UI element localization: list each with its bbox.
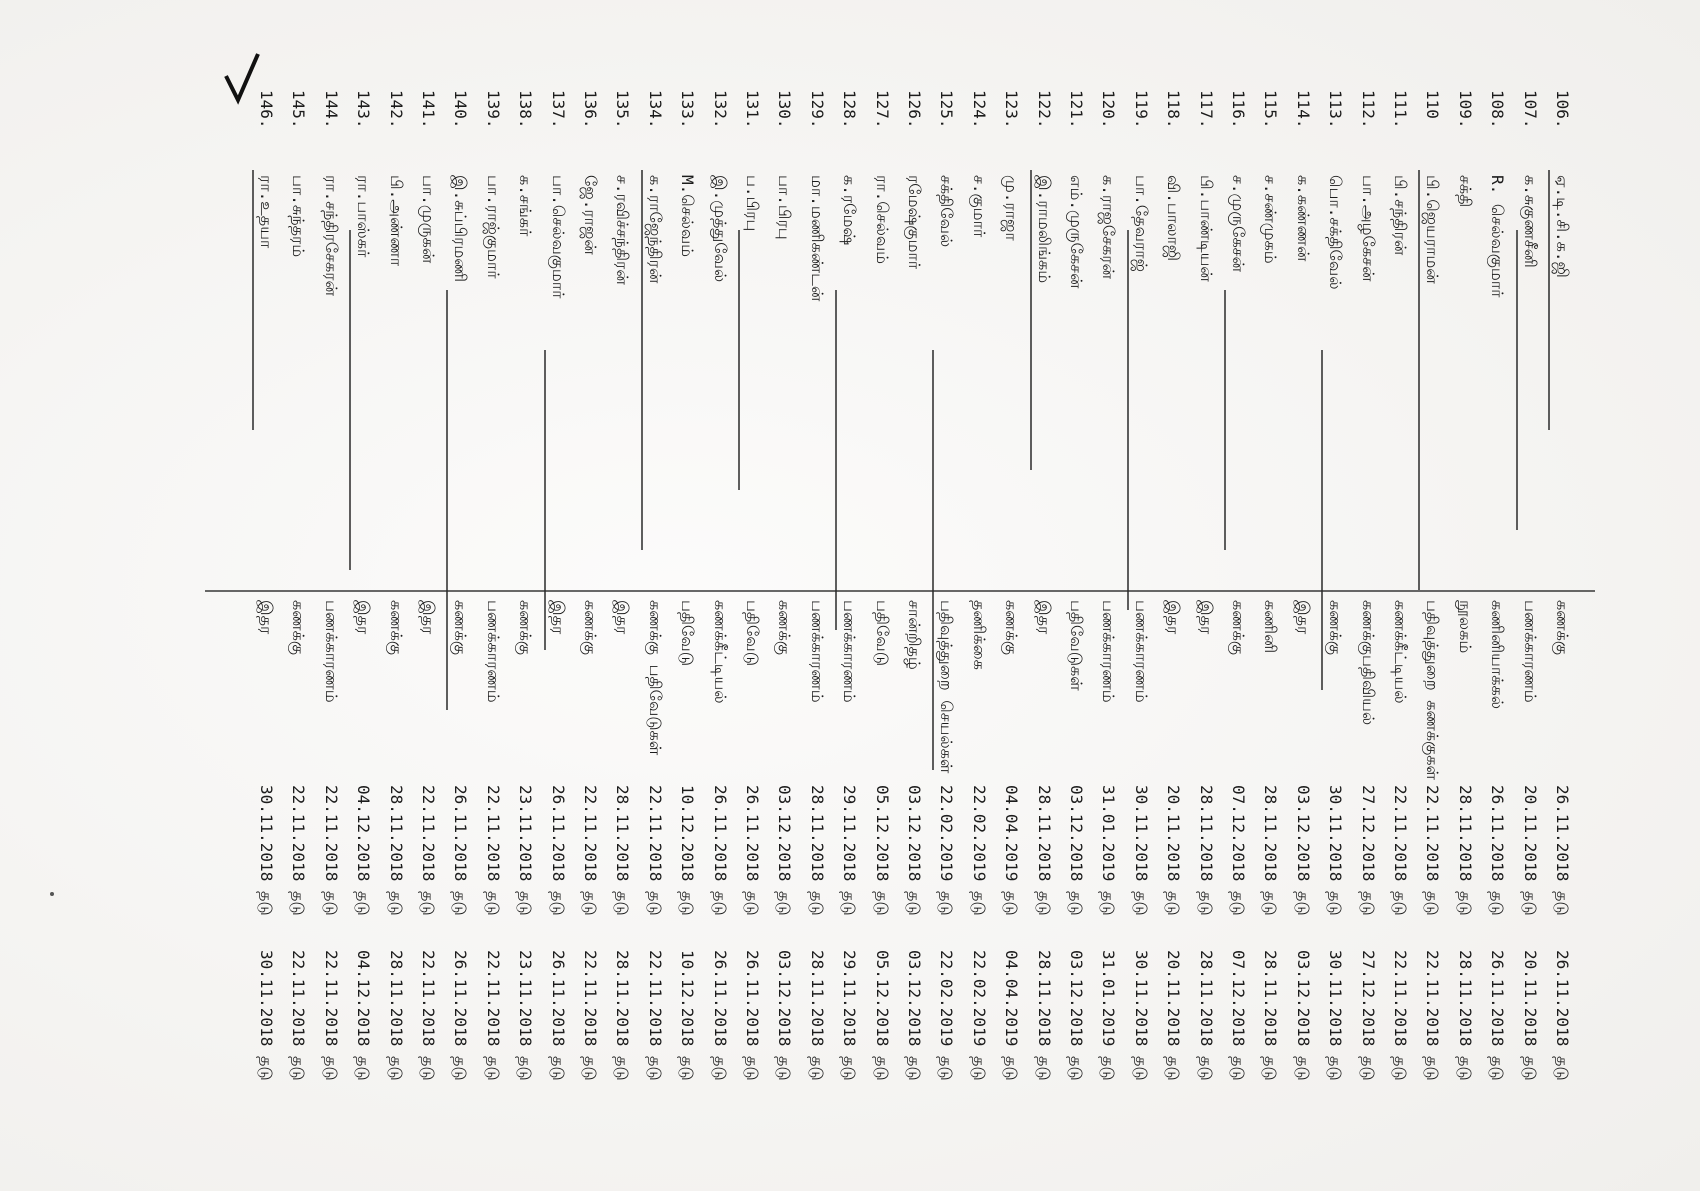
work-type: கணக்கு bbox=[775, 600, 795, 655]
date-returned: 22.11.2018 தடு bbox=[321, 950, 341, 1081]
work-type: கணக்கீட்டியல் bbox=[710, 600, 730, 704]
row-number: 126. bbox=[905, 90, 924, 129]
row-divider bbox=[1030, 170, 1032, 470]
person-name: க.சங்கர் bbox=[516, 175, 536, 237]
date-issued: 28.11.2018 தடு bbox=[1196, 785, 1216, 916]
table-row bbox=[835, 0, 867, 1191]
table-row bbox=[544, 0, 576, 1191]
table-row bbox=[1224, 0, 1256, 1191]
person-name: க.சுகுணசீனி bbox=[1520, 175, 1540, 268]
row-number: 138. bbox=[516, 90, 536, 129]
work-type: பணக்காரணம் bbox=[1131, 600, 1151, 703]
date-issued: 03.12.2018 தடு bbox=[905, 785, 924, 916]
person-name: பா.அழகேசன் bbox=[1358, 175, 1378, 282]
work-type: இதர bbox=[257, 600, 276, 635]
person-name: R. செல்வகுமார் bbox=[1488, 175, 1508, 298]
table-row bbox=[511, 0, 543, 1191]
date-returned: 31.01.2019 தடு bbox=[1099, 950, 1119, 1081]
person-name: பா.தேவராஜ் bbox=[1131, 175, 1151, 272]
column-divider bbox=[205, 590, 1595, 592]
table-row bbox=[1289, 0, 1321, 1191]
table-row bbox=[673, 0, 705, 1191]
table-row bbox=[1094, 0, 1126, 1191]
row-number: 114. bbox=[1293, 90, 1313, 129]
work-type: இதர bbox=[1034, 600, 1054, 635]
person-name: இ.முத்துவேல் bbox=[710, 175, 730, 283]
work-type: இதர bbox=[1164, 600, 1184, 635]
date-returned: 20.11.2018 தடு bbox=[1520, 950, 1540, 1081]
row-number: 109. bbox=[1455, 90, 1475, 129]
date-issued: 22.11.2018 தடு bbox=[581, 785, 600, 916]
person-name: பா.சுந்தரம் bbox=[289, 175, 309, 258]
row-number: 118. bbox=[1164, 90, 1184, 129]
row-number: 122. bbox=[1034, 90, 1054, 129]
row-number: 110 bbox=[1423, 90, 1443, 119]
row-number: 117. bbox=[1196, 90, 1216, 129]
person-name: ரா.செல்வம் bbox=[872, 175, 892, 265]
date-issued: 20.11.2018 தடு bbox=[1164, 785, 1184, 916]
date-returned: 28.11.2018 தடு bbox=[1196, 950, 1216, 1081]
row-number: 127. bbox=[872, 90, 892, 129]
date-returned: 04.04.2019 தடு bbox=[1002, 950, 1022, 1081]
row-number: 130. bbox=[775, 90, 795, 129]
date-issued: 03.12.2018 தடு bbox=[1067, 785, 1086, 916]
rotated-register-table bbox=[175, 0, 1615, 1191]
table-row bbox=[965, 0, 997, 1191]
row-number: 112. bbox=[1358, 90, 1378, 129]
date-returned: 22.11.2018 தடு bbox=[419, 950, 438, 1081]
row-number: 145. bbox=[289, 90, 309, 129]
date-returned: 26.11.2018 தடு bbox=[451, 950, 471, 1081]
person-name: இ.சுப்பிரமணி bbox=[451, 175, 471, 283]
date-returned: 22.02.2019 தடு bbox=[937, 950, 957, 1081]
person-name: க.ரமேஷ் bbox=[840, 175, 860, 246]
table-row bbox=[608, 0, 640, 1191]
date-issued: 22.11.2018 தடு bbox=[1423, 785, 1443, 916]
row-divider bbox=[252, 170, 254, 430]
date-returned: 28.11.2018 தடு bbox=[1261, 950, 1281, 1081]
person-name: பி.ஜெயராமன் bbox=[1423, 175, 1443, 284]
date-issued: 04.04.2019 தடு bbox=[1002, 785, 1022, 916]
check-mark-icon bbox=[222, 48, 262, 108]
work-type: தணிக்கை bbox=[969, 600, 989, 670]
date-issued: 22.02.2019 தடு bbox=[937, 785, 957, 916]
table-row bbox=[803, 0, 835, 1191]
work-type: கணக்கீட்டியல் bbox=[1391, 600, 1410, 704]
date-returned: 22.11.2018 தடு bbox=[1391, 950, 1410, 1081]
table-row bbox=[284, 0, 316, 1191]
date-issued: 30.11.2018 தடு bbox=[257, 785, 276, 916]
table-row bbox=[868, 0, 900, 1191]
work-type: கணக்குபதிவியல் bbox=[1358, 600, 1378, 726]
row-number: 128. bbox=[840, 90, 860, 129]
person-name: பா.ராஜ்குமார் bbox=[483, 175, 503, 279]
person-name: ரா.சந்திரசேகரன் bbox=[321, 175, 341, 296]
row-number: 123. bbox=[1002, 90, 1022, 129]
row-number: 129. bbox=[807, 90, 827, 129]
date-issued: 26.11.2018 தடு bbox=[1488, 785, 1508, 916]
row-divider bbox=[641, 170, 643, 550]
person-name: பி.அண்ணா bbox=[386, 175, 406, 267]
date-returned: 23.11.2018 தடு bbox=[516, 950, 536, 1081]
person-name: பா.செல்வகுமார் bbox=[548, 175, 568, 299]
table-row bbox=[1256, 0, 1288, 1191]
table-row bbox=[1483, 0, 1515, 1191]
person-name: ச.ரவிச்சந்திரன் bbox=[613, 175, 633, 285]
date-issued: 22.11.2018 தடு bbox=[321, 785, 341, 916]
date-returned: 26.11.2018 தடு bbox=[548, 950, 568, 1081]
date-issued: 22.11.2018 தடு bbox=[645, 785, 665, 916]
date-issued: 28.11.2018 தடு bbox=[386, 785, 406, 916]
row-number: 111. bbox=[1391, 90, 1410, 129]
row-divider bbox=[1516, 230, 1518, 530]
date-issued: 28.11.2018 தடு bbox=[807, 785, 827, 916]
row-number: 140. bbox=[451, 90, 471, 129]
person-name: பொ.சக்திவேல் bbox=[1326, 175, 1346, 290]
person-name: பி.சந்திரன் bbox=[1391, 175, 1410, 256]
row-divider bbox=[1127, 230, 1129, 610]
table-row bbox=[1062, 0, 1094, 1191]
person-name: ச.சண்முகம் bbox=[1261, 175, 1281, 264]
row-number: 108. bbox=[1488, 90, 1508, 129]
table-row bbox=[770, 0, 802, 1191]
person-name: M.செல்வம் bbox=[678, 175, 698, 258]
row-number: 143. bbox=[354, 90, 374, 129]
date-issued: 03.12.2018 தடு bbox=[775, 785, 795, 916]
row-number: 134. bbox=[645, 90, 665, 129]
date-returned: 30.11.2018 தடு bbox=[257, 950, 276, 1081]
table-row bbox=[382, 0, 414, 1191]
person-name: ச.குமார் bbox=[969, 175, 989, 238]
row-divider bbox=[544, 350, 546, 650]
row-number: 119. bbox=[1131, 90, 1151, 129]
row-number: 141. bbox=[419, 90, 438, 129]
work-type: பதிவேடு bbox=[872, 600, 892, 666]
table-row bbox=[997, 0, 1029, 1191]
table-row bbox=[576, 0, 608, 1191]
row-number: 144. bbox=[321, 90, 341, 129]
date-returned: 03.12.2018 தடு bbox=[905, 950, 924, 1081]
work-type: கணக்கு bbox=[451, 600, 471, 655]
work-type: பதிவேடு bbox=[678, 600, 698, 666]
date-returned: 20.11.2018 தடு bbox=[1164, 950, 1184, 1081]
date-returned: 22.11.2018 தடு bbox=[581, 950, 600, 1081]
date-returned: 28.11.2018 தடு bbox=[1455, 950, 1475, 1081]
table-row bbox=[479, 0, 511, 1191]
date-returned: 26.11.2018 தடு bbox=[743, 950, 762, 1081]
table-row bbox=[641, 0, 673, 1191]
work-type: கணக்கு bbox=[386, 600, 406, 655]
date-issued: 28.11.2018 தடு bbox=[1261, 785, 1281, 916]
date-returned: 10.12.2018 தடு bbox=[678, 950, 698, 1081]
person-name: இ.ராமலிங்கம் bbox=[1034, 175, 1054, 284]
person-name: ரமேஷ்குமார் bbox=[905, 175, 924, 270]
date-issued: 22.11.2018 தடு bbox=[483, 785, 503, 916]
date-issued: 22.11.2018 தடு bbox=[289, 785, 309, 916]
table-row bbox=[1354, 0, 1386, 1191]
row-number: 116. bbox=[1229, 90, 1248, 129]
person-name: பா.முருகன் bbox=[419, 175, 438, 264]
person-name: மா.மணிகண்டன் bbox=[807, 175, 827, 302]
table-row bbox=[1127, 0, 1159, 1191]
date-returned: 26.11.2018 தடு bbox=[710, 950, 730, 1081]
date-returned: 22.11.2018 தடு bbox=[289, 950, 309, 1081]
row-number: 121. bbox=[1067, 90, 1086, 129]
work-type: இதர bbox=[613, 600, 633, 635]
work-type: கணக்கு bbox=[1326, 600, 1346, 655]
date-issued: 26.11.2018 தடு bbox=[548, 785, 568, 916]
date-returned: 27.12.2018 தடு bbox=[1358, 950, 1378, 1081]
date-issued: 28.11.2018 தடு bbox=[613, 785, 633, 916]
work-type: கணக்கு bbox=[289, 600, 309, 655]
row-number: 135. bbox=[613, 90, 633, 129]
row-number: 113. bbox=[1326, 90, 1346, 129]
person-name: பா.பிரபு bbox=[775, 175, 795, 240]
row-number: 139. bbox=[483, 90, 503, 129]
row-divider bbox=[1321, 350, 1323, 690]
date-returned: 03.12.2018 தடு bbox=[775, 950, 795, 1081]
work-type: கணினி bbox=[1261, 600, 1281, 654]
table-row bbox=[349, 0, 381, 1191]
date-issued: 26.11.2018 தடு bbox=[1553, 785, 1572, 916]
work-type: இதர bbox=[1196, 600, 1216, 635]
work-type: பணக்காரணம் bbox=[483, 600, 503, 703]
table-row bbox=[1451, 0, 1483, 1191]
date-returned: 22.02.2019 தடு bbox=[969, 950, 989, 1081]
row-divider bbox=[1224, 290, 1226, 550]
date-returned: 28.11.2018 தடு bbox=[386, 950, 406, 1081]
work-type: பதிவுத்துறை கணக்குகள் bbox=[1423, 600, 1443, 780]
date-returned: 29.11.2018 தடு bbox=[840, 950, 860, 1081]
table-row bbox=[1321, 0, 1353, 1191]
row-number: 107. bbox=[1520, 90, 1540, 129]
row-divider bbox=[349, 230, 351, 570]
work-type: பணக்காரணம் bbox=[1099, 600, 1119, 703]
person-name: மு.ராஜா bbox=[1002, 175, 1022, 241]
date-returned: 22.11.2018 தடு bbox=[483, 950, 503, 1081]
table-row bbox=[1030, 0, 1062, 1191]
date-issued: 22.11.2018 தடு bbox=[419, 785, 438, 916]
date-issued: 28.11.2018 தடு bbox=[1034, 785, 1054, 916]
date-returned: 26.11.2018 தடு bbox=[1488, 950, 1508, 1081]
table-row bbox=[900, 0, 932, 1191]
work-type: கணக்கு பதிவேடுகள் bbox=[645, 600, 665, 756]
work-type: பதிவுத்துறை செயல்கள் bbox=[937, 600, 957, 774]
person-name: ப.பிரபு bbox=[743, 175, 762, 232]
date-issued: 31.01.2019 தடு bbox=[1099, 785, 1119, 916]
date-returned: 30.11.2018 தடு bbox=[1326, 950, 1346, 1081]
table-row bbox=[414, 0, 446, 1191]
row-number: 132. bbox=[710, 90, 730, 129]
date-returned: 26.11.2018 தடு bbox=[1553, 950, 1572, 1081]
row-number: 133. bbox=[678, 90, 698, 129]
date-returned: 30.11.2018 தடு bbox=[1131, 950, 1151, 1081]
person-name: வி.பாலாஜி bbox=[1164, 175, 1184, 262]
row-number: 120. bbox=[1099, 90, 1119, 129]
table-row bbox=[317, 0, 349, 1191]
date-issued: 26.11.2018 தடு bbox=[743, 785, 762, 916]
date-returned: 22.11.2018 தடு bbox=[645, 950, 665, 1081]
row-number: 131. bbox=[743, 90, 762, 129]
work-type: கணக்கு bbox=[581, 600, 600, 655]
row-number: 146. bbox=[257, 90, 276, 129]
date-returned: 28.11.2018 தடு bbox=[1034, 950, 1054, 1081]
person-name: ஜே.ராஜன் bbox=[581, 175, 600, 255]
work-type: பணக்காரணம் bbox=[1520, 600, 1540, 703]
work-type: இதர bbox=[548, 600, 568, 635]
row-number: 115. bbox=[1261, 90, 1281, 129]
row-divider bbox=[738, 230, 740, 490]
table-row bbox=[738, 0, 770, 1191]
row-number: 137. bbox=[548, 90, 568, 129]
date-returned: 04.12.2018 தடு bbox=[354, 950, 374, 1081]
person-name: எம்.முருகேசன் bbox=[1067, 175, 1086, 289]
work-type: பணக்காரணம் bbox=[840, 600, 860, 703]
row-number: 142. bbox=[386, 90, 406, 129]
table-row bbox=[446, 0, 478, 1191]
work-type: கணினியாக்கல் bbox=[1488, 600, 1508, 709]
row-number: 136. bbox=[581, 90, 600, 129]
date-issued: 26.11.2018 தடு bbox=[451, 785, 471, 916]
date-returned: 03.12.2018 தடு bbox=[1293, 950, 1313, 1081]
date-issued: 22.11.2018 தடு bbox=[1391, 785, 1410, 916]
speck bbox=[50, 892, 54, 896]
row-number: 124. bbox=[969, 90, 989, 129]
table-row bbox=[1418, 0, 1450, 1191]
work-type: பணக்காரணம் bbox=[807, 600, 827, 703]
date-returned: 05.12.2018 தடு bbox=[872, 950, 892, 1081]
date-issued: 07.12.2018 தடு bbox=[1229, 785, 1248, 916]
work-type: கணக்கு bbox=[1002, 600, 1022, 655]
person-name: க.ராஜேந்திரன் bbox=[645, 175, 665, 284]
person-name: ச.முருகேசன் bbox=[1229, 175, 1248, 273]
person-name: க.ராஜசேகரன் bbox=[1099, 175, 1119, 280]
date-issued: 28.11.2018 தடு bbox=[1455, 785, 1475, 916]
date-issued: 22.02.2019 தடு bbox=[969, 785, 989, 916]
date-returned: 22.11.2018 தடு bbox=[1423, 950, 1443, 1081]
work-type: கணக்கு bbox=[1553, 600, 1572, 655]
work-type: பதிவேடு bbox=[743, 600, 762, 666]
work-type: கணக்கு bbox=[1229, 600, 1248, 655]
work-type: சான்றிதழ் bbox=[905, 600, 924, 670]
person-name: சக்தி bbox=[1455, 175, 1475, 208]
row-number: 106. bbox=[1553, 90, 1572, 129]
date-issued: 04.12.2018 தடு bbox=[354, 785, 374, 916]
date-issued: 20.11.2018 தடு bbox=[1520, 785, 1540, 916]
person-name: பி.பாண்டியன் bbox=[1196, 175, 1216, 282]
row-divider bbox=[932, 350, 934, 770]
row-divider bbox=[446, 290, 448, 710]
date-issued: 27.12.2018 தடு bbox=[1358, 785, 1378, 916]
date-issued: 30.11.2018 தடு bbox=[1326, 785, 1346, 916]
date-issued: 23.11.2018 தடு bbox=[516, 785, 536, 916]
work-type: இதர bbox=[1293, 600, 1313, 635]
table-row bbox=[932, 0, 964, 1191]
row-divider bbox=[1548, 170, 1550, 430]
date-returned: 03.12.2018 தடு bbox=[1067, 950, 1086, 1081]
date-issued: 26.11.2018 தடு bbox=[710, 785, 730, 916]
table-row bbox=[706, 0, 738, 1191]
date-issued: 10.12.2018 தடு bbox=[678, 785, 698, 916]
row-number: 125. bbox=[937, 90, 957, 129]
table-row bbox=[1516, 0, 1548, 1191]
table-row bbox=[1386, 0, 1418, 1191]
work-type: நூலகம் bbox=[1455, 600, 1475, 654]
person-name: சக்திவேல் bbox=[937, 175, 957, 248]
person-name: க.கண்ணன் bbox=[1293, 175, 1313, 262]
work-type: இதர bbox=[354, 600, 374, 635]
person-name: ரா.உதயா bbox=[257, 175, 276, 249]
person-name: ஏ.டி.சி.க.ஜி bbox=[1553, 175, 1572, 278]
work-type: இதர bbox=[419, 600, 438, 635]
work-type: பதிவேடுகள் bbox=[1067, 600, 1086, 691]
date-issued: 05.12.2018 தடு bbox=[872, 785, 892, 916]
person-name: ரா.பாஸ்கர் bbox=[354, 175, 374, 258]
date-returned: 07.12.2018 தடு bbox=[1229, 950, 1248, 1081]
date-returned: 28.11.2018 தடு bbox=[613, 950, 633, 1081]
table-row bbox=[1159, 0, 1191, 1191]
date-issued: 30.11.2018 தடு bbox=[1131, 785, 1151, 916]
work-type: பணக்காரணம் bbox=[321, 600, 341, 703]
date-returned: 28.11.2018 தடு bbox=[807, 950, 827, 1081]
table-row bbox=[1548, 0, 1580, 1191]
row-divider bbox=[835, 290, 837, 630]
table-row bbox=[252, 0, 284, 1191]
date-issued: 29.11.2018 தடு bbox=[840, 785, 860, 916]
work-type: கணக்கு bbox=[516, 600, 536, 655]
table-row bbox=[1192, 0, 1224, 1191]
row-divider bbox=[1418, 170, 1420, 590]
date-issued: 03.12.2018 தடு bbox=[1293, 785, 1313, 916]
